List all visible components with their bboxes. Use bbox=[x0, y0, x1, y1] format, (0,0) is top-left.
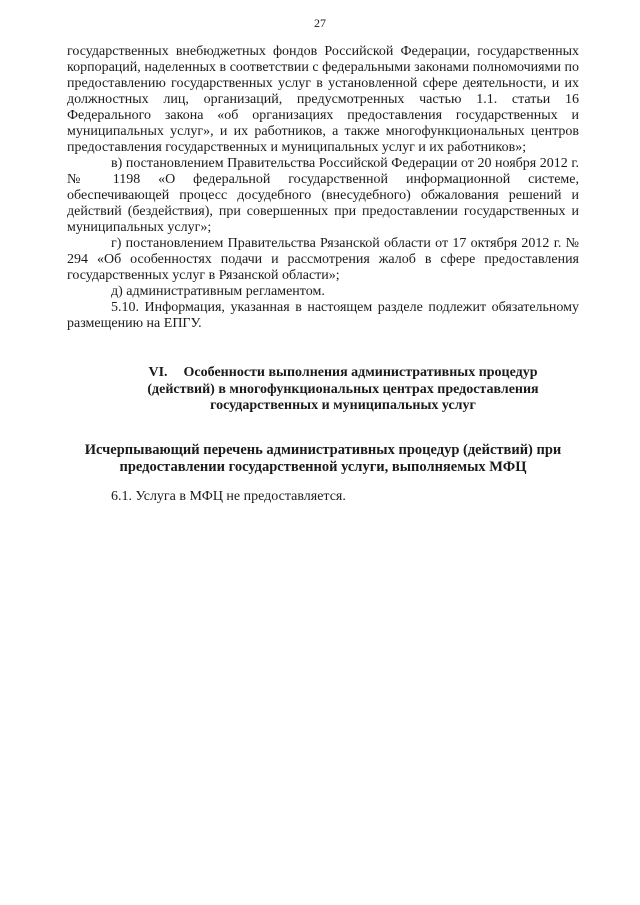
section-number: VI. bbox=[148, 365, 168, 380]
list-item-d: д) административным регламентом. bbox=[111, 284, 325, 299]
document-body bbox=[67, 44, 579, 505]
paragraph-6-1: 6.1. Услуга в МФЦ не предоставляется. bbox=[111, 488, 346, 504]
subsection-title-line1: Исчерпывающий перечень административных процедур (действий) при bbox=[84, 441, 562, 458]
section-title-line3: государственных и муниципальных услуг bbox=[210, 398, 476, 413]
section-heading bbox=[67, 365, 579, 415]
list-item-v: в) постановлением Правительства Российской Федерации от 20 ноября 2012 г. № 1198 «О федеральной государственной информационной системе, обеспечивающей процесс досудебного (внесудебного) обжалования решений и действий (бездействия), при совершенных при предоставлении государственных и муниципальных услуг»; bbox=[67, 156, 579, 235]
subsection-heading bbox=[67, 442, 579, 476]
section-title-line1: Особенности выполнения административных процедур bbox=[183, 365, 538, 380]
subsection-title-line2: предоставлении государственной услуги, выполняемых МФЦ bbox=[119, 458, 527, 475]
section-title-line2: (действий) в многофункциональных центрах предоставления bbox=[147, 381, 539, 397]
page-number: 27 bbox=[314, 16, 326, 30]
paragraph-continuation: государственных внебюджетных фондов Российской Федерации, государственных корпораций, наделенных в соответствии с федеральными законами полномочиями по предоставлению государственных услуг в установленной сфере деятельности, и их должностных лиц, организаций, предусмотренных частью 1.1. статьи 16 Федерального закона «об организациях предоставления государственных и муниципальных услуг», и их работников, а также многофункциональных центров предоставления государственных и муниципальных услуг и их работников»; bbox=[67, 44, 579, 155]
paragraph-5-10: 5.10. Информация, указанная в настоящем разделе подлежит обязательному размещению на ЕПГУ. bbox=[67, 300, 579, 331]
list-item-g: г) постановлением Правительства Рязанской области от 17 октября 2012 г. № 294 «Об особенностях подачи и рассмотрения жалоб в сфере предоставления государственных услуг в Рязанской области»; bbox=[67, 236, 579, 283]
